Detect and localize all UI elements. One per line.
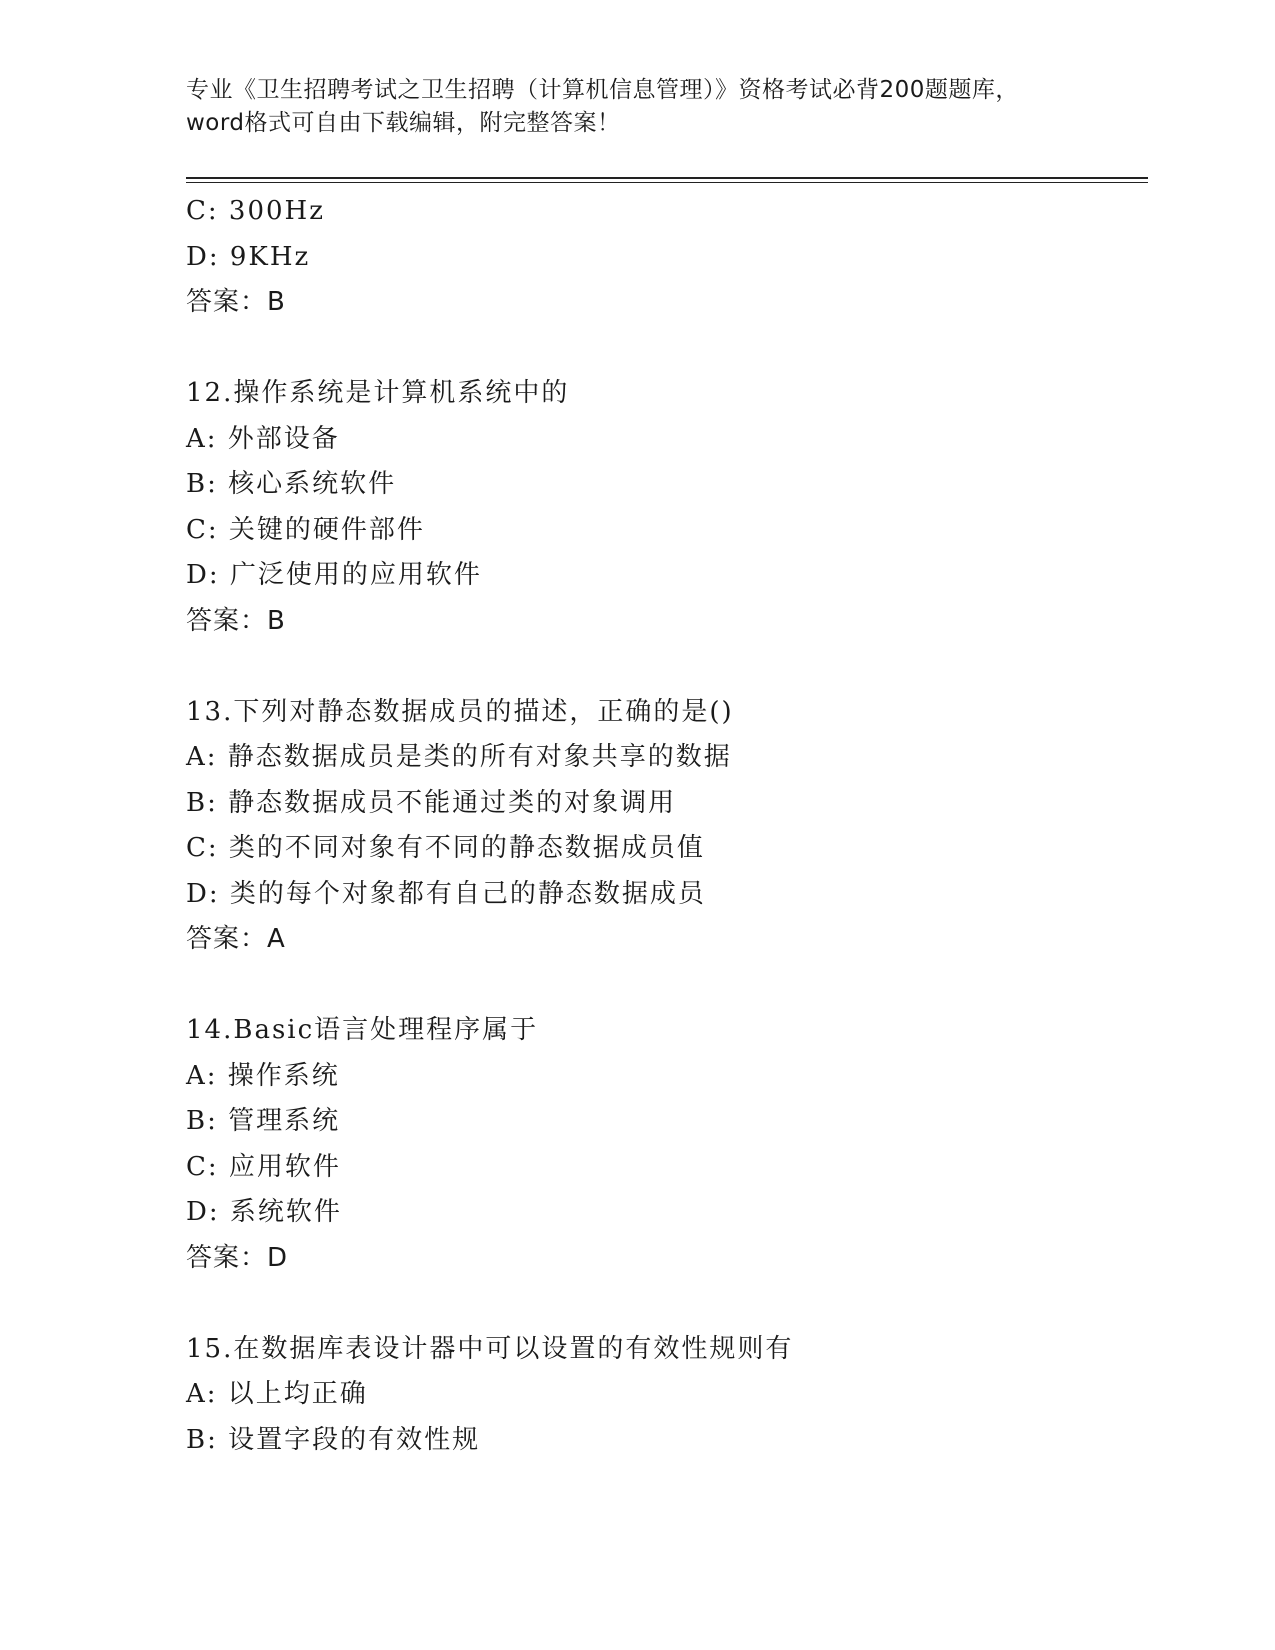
option-text: C: 类的不同对象有不同的静态数据成员值 [186,833,705,863]
spacer [186,963,1146,1009]
option-text: D: 广泛使用的应用软件 [186,560,482,590]
option-text: C: 应用软件 [186,1151,341,1182]
option-text: B: 核心系统软件 [186,469,397,499]
option-text: A: 操作系统 [186,1060,340,1091]
option-text: A: 外部设备 [186,423,340,454]
header-divider-thick [186,177,1148,179]
answer-text: 答案：D [186,1242,289,1273]
question-text: 12.操作系统是计算机系统中的 [186,378,570,408]
question-list [186,189,1146,1463]
header-divider-thin [186,182,1148,183]
question-text: 13.下列对静态数据成员的描述，正确的是() [186,696,734,727]
option-text: A: 静态数据成员是类的所有对象共享的数据 [186,742,732,772]
question-text: 15.在数据库表设计器中可以设置的有效性规则有 [186,1333,794,1364]
spacer [186,1281,1146,1327]
option-text: D: 9KHz [186,241,311,272]
option-text: D: 系统软件 [186,1197,342,1227]
answer-text: 答案：B [186,605,286,636]
option-text: D: 类的每个对象都有自己的静态数据成员 [186,878,706,909]
option-text: C: 关键的硬件部件 [186,514,425,545]
header-title-line-2: word格式可自由下载编辑，附完整答案！ [186,110,621,136]
option-text: A: 以上均正确 [186,1379,368,1409]
document-header [186,74,1086,140]
option-text: B: 静态数据成员不能通过类的对象调用 [186,787,677,818]
option-text: B: 管理系统 [186,1106,341,1136]
answer-text: 答案：B [186,287,286,317]
option-text: C: 300Hz [186,196,325,226]
option-text: B: 设置字段的有效性规 [186,1424,481,1455]
question-text: 14.Basic语言处理程序属于 [186,1015,539,1045]
spacer [186,326,1146,372]
header-title-line-1: 专业《卫生招聘考试之卫生招聘（计算机信息管理）》资格考试必背200题题库， [186,77,1019,103]
spacer [186,644,1146,690]
answer-text: 答案：A [186,924,286,954]
